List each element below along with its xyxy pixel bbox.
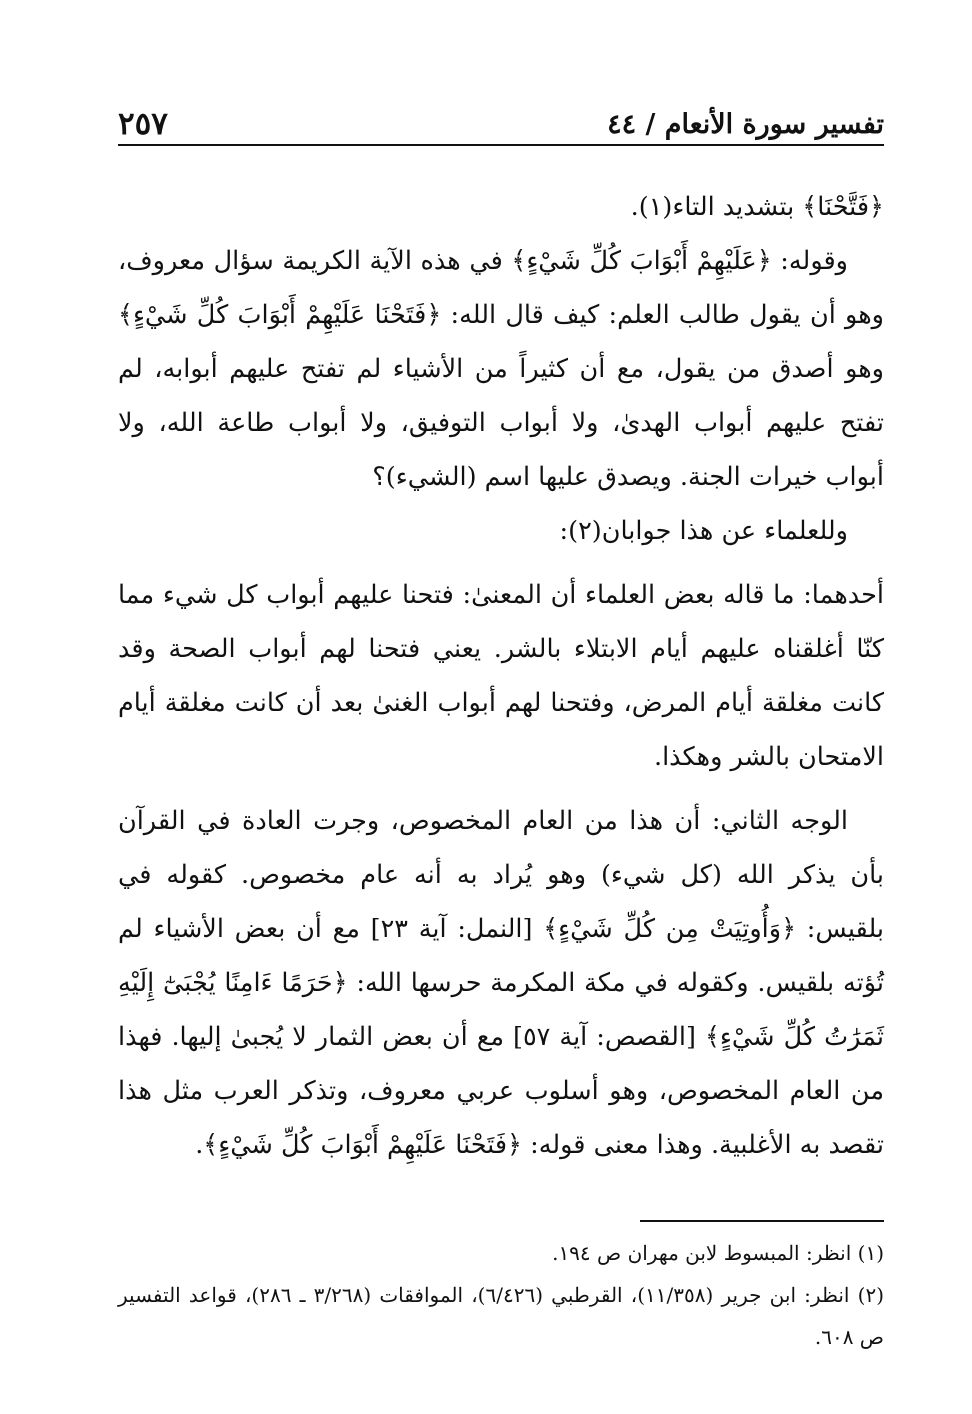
paragraph-4: أحدهما: ما قاله بعض العلماء أن المعنىٰ: فتحنا عليهم أبواب كل شيء مما كنّا أغلقناه عليهم أيام الابتلاء بالشر. يعني فتحنا لهم أبواب الصحة وقد كانت مغلقة أيام المرض، وفتحنا لهم أبواب الغنىٰ بعد أن كانت مغلقة أيام الامتحان بالشر وهكذا. xyxy=(118,580,884,772)
running-head: تفسير سورة الأنعام / ٤٤ xyxy=(607,109,884,140)
footnote-divider xyxy=(640,1220,884,1222)
paragraph-2: وقوله: ﴿عَلَيْهِمْ أَبْوَابَ كُلِّ شَيْءٍ﴾ في هذه الآية الكريمة سؤال معروف، وهو أن يقول طالب العلم: كيف قال الله: ﴿فَتَحْنَا عَلَيْهِمْ أَبْوَابَ كُلِّ شَيْءٍ﴾ وهو أصدق من يقول، مع أن كثيراً من الأشياء لم تفتح عليهم أبوابه، لم تفتح عليهم أبواب الهدىٰ، ولا أبواب التوفيق، ولا أبواب طاعة الله، ولا أبواب خيرات الجنة. ويصدق عليها اسم (الشيء)؟ xyxy=(118,246,884,492)
paragraph-1: ﴿فَتَّحْنَا﴾ بتشديد التاء(١). xyxy=(630,192,884,222)
page-number: ٢٥٧ xyxy=(118,106,168,142)
footnote-1: (١) انظر: المبسوط لابن مهران ص ١٩٤. xyxy=(552,1241,884,1265)
footnotes xyxy=(118,1232,884,1358)
paragraph-3: وللعلماء عن هذا جوابان(٢): xyxy=(559,516,848,546)
main-text xyxy=(118,180,884,1172)
footnote-2: (٢) انظر: ابن جرير (١١/٣٥٨)، القرطبي (٦/٤٢٦)، الموافقات (٣/٢٦٨ ـ ٢٨٦)، قواعد التفسير ص ٦٠٨. xyxy=(118,1283,885,1349)
page-header xyxy=(118,96,884,146)
paragraph-5: الوجه الثاني: أن هذا من العام المخصوص، وجرت العادة في القرآن بأن يذكر الله (كل شيء) وهو يُراد به أنه عام مخصوص. كقوله في بلقيس: ﴿وَأُوتِيَتْ مِن كُلِّ شَيْءٍ﴾ [النمل: آية ٢٣] مع أن بعض الأشياء لم تُؤته بلقيس. وكقوله في مكة المكرمة حرسها الله: ﴿حَرَمًا ءَامِنًا يُجْبَىٰٓ إِلَيْهِ ثَمَرَٰتُ كُلِّ شَيْءٍ﴾ [القصص: آية ٥٧] مع أن بعض الثمار لا يُجبىٰ إليها. فهذا من العام المخصوص، وهو أسلوب عربي معروف، وتذكر العرب مثل هذا تقصد به الأغلبية. وهذا معنى قوله: ﴿فَتَحْنَا عَلَيْهِمْ أَبْوَابَ كُلِّ شَيْءٍ﴾. xyxy=(118,806,884,1160)
